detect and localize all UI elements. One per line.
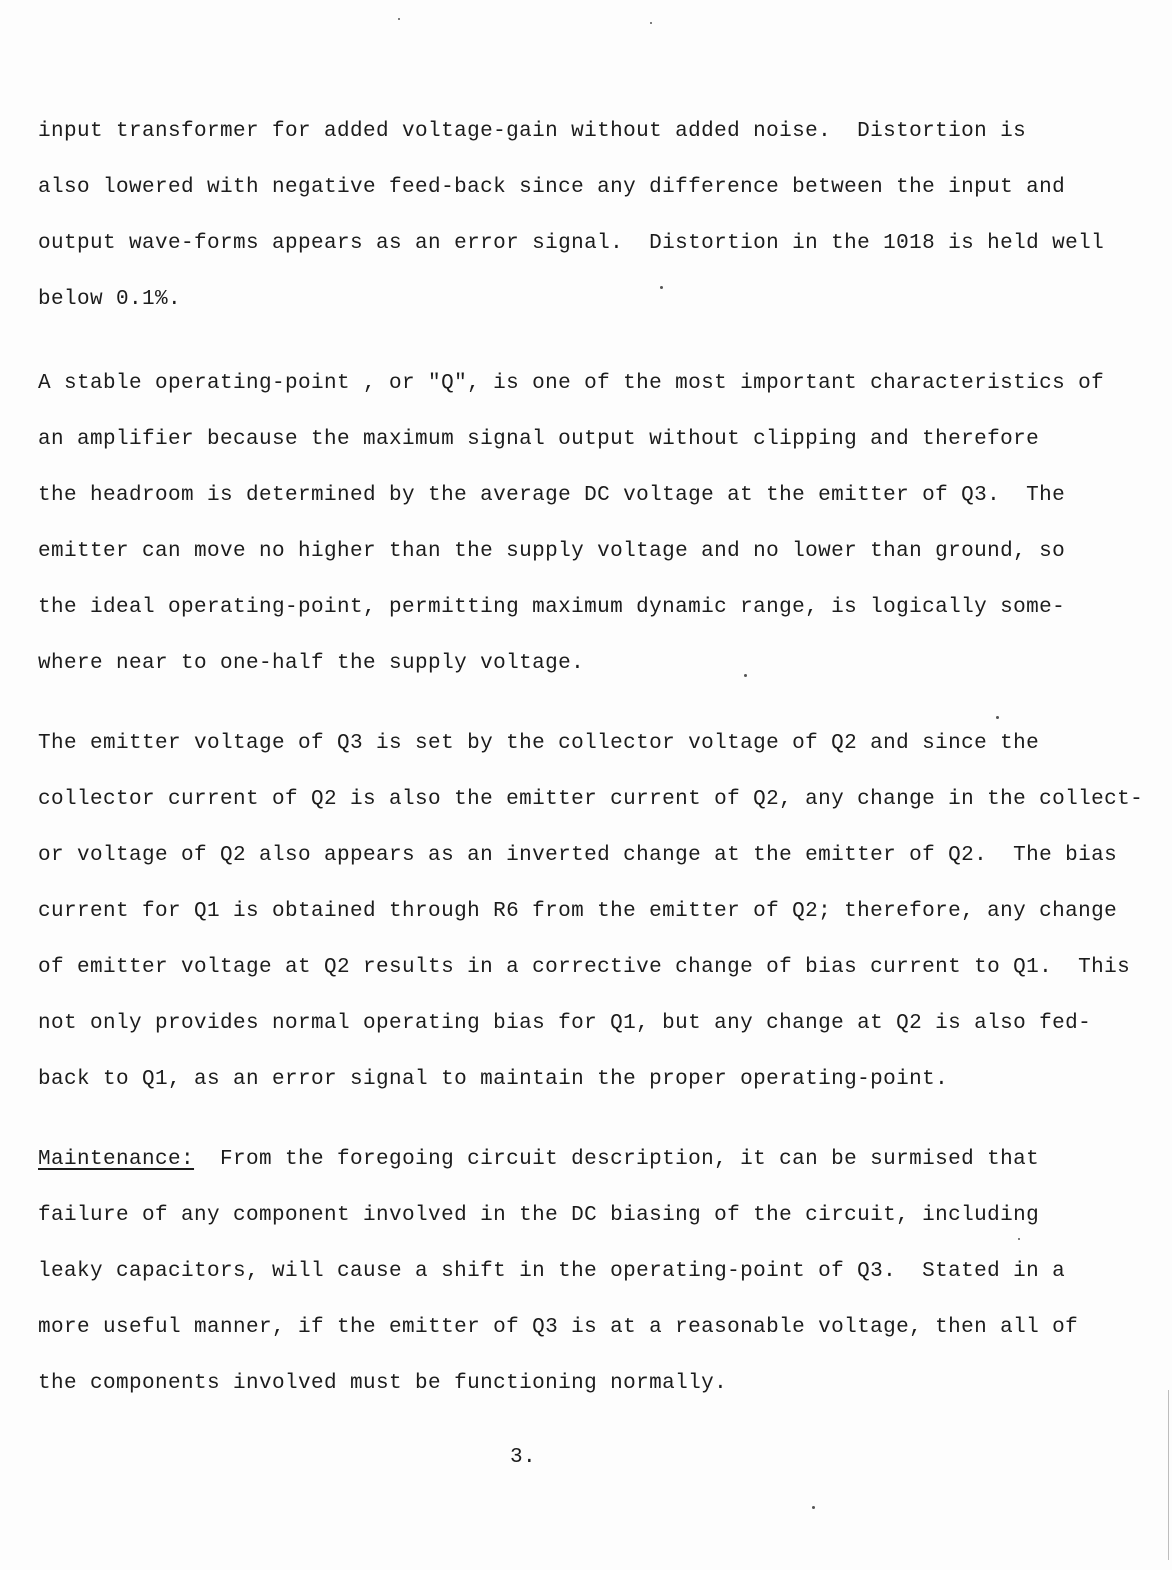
- text-line: A stable operating-point , or "Q", is one of the most important characteristics of: [38, 372, 1105, 395]
- page-number: 3.: [509, 1446, 536, 1469]
- paragraph-emitter-voltage: [38, 716, 1144, 1108]
- text-line: the headroom is determined by the average DC voltage at the emitter of Q3. The: [38, 484, 1066, 507]
- text-line: below 0.1%.: [38, 288, 182, 311]
- text-line: emitter can move no higher than the supply voltage and no lower than ground, so: [38, 540, 1066, 563]
- text-line: current for Q1 is obtained through R6 from the emitter of Q2; therefore, any change: [38, 900, 1118, 923]
- text-line: the ideal operating-point, permitting maximum dynamic range, is logically some-: [38, 596, 1066, 619]
- scan-speck: [398, 18, 400, 20]
- text-line: output wave-forms appears as an error signal. Distortion in the 1018 is held well: [38, 232, 1105, 255]
- paragraph-distortion: [38, 104, 1105, 328]
- scan-speck: [1018, 1238, 1020, 1240]
- text-line: The emitter voltage of Q3 is set by the collector voltage of Q2 and since the: [38, 732, 1040, 755]
- scan-edge-mark: [1168, 1390, 1169, 1560]
- text-line: where near to one-half the supply voltage.: [38, 652, 585, 675]
- text-line: of emitter voltage at Q2 results in a corrective change of bias current to Q1. This: [38, 956, 1131, 979]
- text-line: an amplifier because the maximum signal output without clipping and therefore: [38, 428, 1040, 451]
- section-heading: Maintenance:: [38, 1148, 195, 1171]
- scan-speck: [996, 716, 999, 719]
- text-line: back to Q1, as an error signal to maintain the proper operating-point.: [38, 1068, 949, 1091]
- text-line: more useful manner, if the emitter of Q3 is at a reasonable voltage, then all of: [38, 1316, 1079, 1339]
- text-line: also lowered with negative feed-back since any difference between the input and: [38, 176, 1066, 199]
- text-line: or voltage of Q2 also appears as an inverted change at the emitter of Q2. The bias: [38, 844, 1118, 867]
- paragraph-operating-point: [38, 356, 1105, 692]
- text-line: the components involved must be functioning normally.: [38, 1372, 728, 1395]
- text-line: not only provides normal operating bias for Q1, but any change at Q2 is also fed-: [38, 1012, 1092, 1035]
- scan-speck: [650, 22, 652, 24]
- text-line: input transformer for added voltage-gain without added noise. Distortion is: [38, 120, 1027, 143]
- paragraph-maintenance: [38, 1132, 1079, 1412]
- text-fragment: From the foregoing circuit description, it can be surmised that: [194, 1148, 1040, 1171]
- text-line: leaky capacitors, will cause a shift in the operating-point of Q3. Stated in a: [38, 1260, 1066, 1283]
- scan-speck: [660, 286, 663, 289]
- scan-speck: [812, 1506, 815, 1509]
- scan-speck: [744, 674, 747, 677]
- text-line: failure of any component involved in the DC biasing of the circuit, including: [38, 1204, 1040, 1227]
- text-line: [38, 1132, 1038, 1188]
- text-line: collector current of Q2 is also the emitter current of Q2, any change in the collect-: [38, 788, 1144, 811]
